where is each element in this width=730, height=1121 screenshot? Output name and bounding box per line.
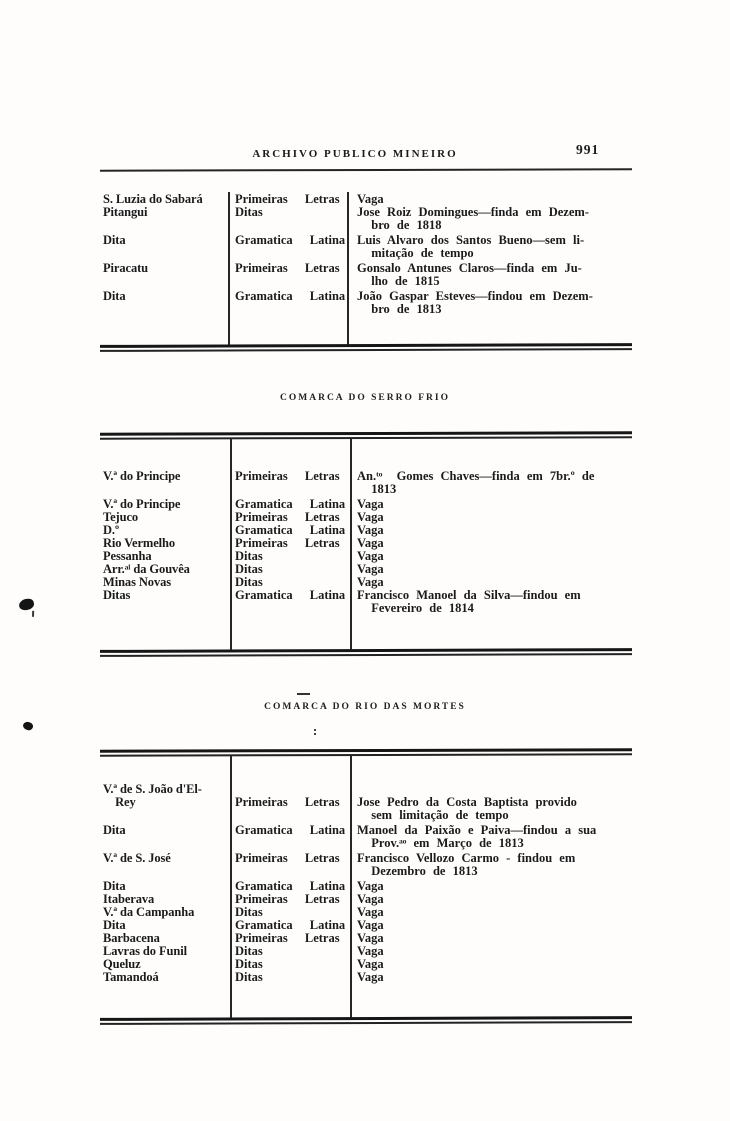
place-cell (100, 234, 231, 247)
subject-line: Ditas (235, 575, 263, 589)
place-line: Itaberava (103, 892, 155, 906)
subject-line: Gramatica Latina (235, 497, 346, 511)
table2-column-rule-1 (230, 439, 232, 650)
ink-blot (18, 598, 35, 612)
status-cell (352, 206, 632, 232)
status-line: Manoel da Paixão e Paiva—findou a sua (357, 823, 597, 837)
table2-column-rule-2 (350, 439, 352, 650)
status-line: mitação de tempo (357, 246, 474, 260)
place-cell (100, 290, 231, 303)
place-cell (100, 206, 231, 219)
place-cell (100, 589, 231, 602)
status-cell (352, 880, 632, 893)
place-line: Barbacena (103, 931, 160, 945)
table-row (100, 290, 632, 316)
section-title-rio-das-mortes: COMARCA DO RIO DAS MORTES (264, 702, 466, 712)
subject-cell (231, 783, 352, 809)
subject-cell (231, 206, 352, 219)
place-line: Queluz (103, 957, 141, 971)
table-rows (100, 193, 632, 316)
status-cell (352, 958, 632, 971)
status-cell (352, 290, 632, 316)
status-line: Vaga (357, 970, 384, 984)
subject-line: Ditas (235, 205, 263, 219)
status-line: bro de 1813 (357, 302, 442, 316)
status-line: Luis Alvaro dos Santos Bueno—sem li- (357, 233, 585, 247)
status-line: sem limitação de tempo (357, 808, 509, 822)
subject-cell (231, 589, 352, 602)
table-row (100, 971, 632, 984)
status-line: Dezembro de 1813 (357, 864, 478, 878)
page-header-title: ARCHIVO PUBLICO MINEIRO (252, 148, 458, 160)
table-rows (100, 470, 632, 615)
status-line: Vaga (357, 562, 384, 576)
status-cell (352, 550, 632, 563)
status-cell (352, 945, 632, 958)
subject-line: Ditas (235, 549, 263, 563)
subject-line: Gramatica Latina (235, 823, 346, 837)
table-comarca-sabara (100, 193, 632, 318)
status-cell (352, 893, 632, 906)
subject-cell (231, 262, 352, 275)
status-line: 1813 (357, 482, 397, 496)
subject-line: Primeiras Letras (235, 469, 340, 483)
subject-line: Ditas (235, 905, 263, 919)
status-cell (352, 524, 632, 537)
table-row (100, 589, 632, 615)
place-line: Pitangui (103, 205, 148, 219)
status-cell (352, 971, 632, 984)
status-cell (352, 262, 632, 288)
table-row (100, 470, 632, 496)
place-line: Dita (103, 918, 126, 932)
status-cell (352, 906, 632, 919)
subject-cell (231, 852, 352, 865)
status-line: Vaga (357, 892, 384, 906)
table-rows (100, 783, 632, 984)
status-line: An.ᵗᵒ Gomes Chaves—finda em 7br.º de (357, 469, 595, 483)
place-line: Ditas (103, 588, 131, 602)
table-comarca-rio-das-mortes (100, 783, 632, 984)
status-cell (352, 932, 632, 945)
place-line: V.ª de S. João d'El- (103, 782, 202, 796)
place-line: D.º (103, 523, 119, 537)
subject-cell (231, 234, 352, 247)
place-cell (100, 971, 231, 984)
status-line: Francisco Vellozo Carmo - findou em (357, 851, 576, 865)
status-cell (352, 470, 632, 496)
place-line: Tejuco (103, 510, 139, 524)
place-cell (100, 511, 231, 524)
status-cell (352, 824, 632, 850)
status-cell (352, 589, 632, 615)
place-line: Dita (103, 289, 126, 303)
status-line: Vaga (357, 497, 384, 511)
status-line: João Gaspar Esteves—findou em Dezem- (357, 289, 593, 303)
status-line: Jose Roiz Domingues—finda em Dezem- (357, 205, 589, 219)
status-line: lho de 1815 (357, 274, 440, 288)
status-cell (352, 537, 632, 550)
subject-line: Primeiras Letras (235, 795, 340, 809)
place-line: Rio Vermelho (103, 536, 176, 550)
status-line: Vaga (357, 510, 384, 524)
subject-line: Primeiras Letras (235, 931, 340, 945)
subject-cell (231, 824, 352, 837)
subject-line: Gramatica Latina (235, 918, 346, 932)
place-cell (100, 470, 231, 483)
print-artifact-dash (297, 693, 310, 695)
table2-bottom-rule (100, 648, 632, 657)
subject-line: Gramatica Latina (235, 588, 346, 602)
status-line: Vaga (357, 192, 384, 206)
subject-line: Gramatica Latina (235, 289, 346, 303)
status-line: bro de 1818 (357, 218, 442, 232)
table-row (100, 262, 632, 288)
status-cell (352, 852, 632, 878)
subject-line: Gramatica Latina (235, 879, 346, 893)
place-line: V.ª do Principe (103, 497, 181, 511)
status-cell (352, 498, 632, 511)
table3-top-rule (100, 748, 632, 756)
subject-line: Primeiras Letras (235, 261, 340, 275)
place-line: Tamandoá (103, 970, 159, 984)
table1-column-rule-1 (228, 192, 230, 345)
subject-line: Ditas (235, 970, 263, 984)
place-line: V.ª de S. José (103, 851, 171, 865)
place-cell (100, 262, 231, 275)
status-line: Vaga (357, 575, 384, 589)
status-line: Vaga (357, 536, 384, 550)
subject-line: Primeiras Letras (235, 510, 340, 524)
subject-cell (231, 470, 352, 483)
status-cell (352, 511, 632, 524)
status-line: Vaga (357, 918, 384, 932)
place-line: V.ª da Campanha (103, 905, 195, 919)
status-line: Jose Pedro da Costa Baptista provido (357, 795, 577, 809)
table-row (100, 206, 632, 232)
print-artifact-colon (314, 729, 316, 731)
status-cell (352, 563, 632, 576)
status-line: Vaga (357, 549, 384, 563)
table3-column-rule-2 (350, 756, 352, 1018)
place-line: Dita (103, 233, 126, 247)
table-row (100, 852, 632, 878)
table1-bottom-rule (100, 343, 632, 352)
table-comarca-serro-frio (100, 470, 632, 617)
subject-line: Primeiras Letras (235, 892, 340, 906)
place-line: Piracatu (103, 261, 149, 275)
table1-column-rule-2 (347, 192, 349, 345)
status-cell (352, 234, 632, 260)
status-cell (352, 919, 632, 932)
status-line: Gonsalo Antunes Claros—finda em Ju- (357, 261, 582, 275)
status-line: Prov.ᵃᵒ em Março de 1813 (357, 836, 524, 850)
table-row (100, 234, 632, 260)
status-line: Vaga (357, 523, 384, 537)
subject-line: Gramatica Latina (235, 523, 346, 537)
place-cell (100, 852, 231, 865)
place-line: Dita (103, 879, 126, 893)
subject-cell (231, 971, 352, 984)
table2-top-rule (100, 431, 632, 439)
place-line: Arr.ᵃˡ da Gouvêa (103, 562, 190, 576)
place-line: Lavras do Funil (103, 944, 187, 958)
page-number: 991 (576, 142, 600, 157)
header-rule (100, 168, 632, 171)
place-line: Dita (103, 823, 126, 837)
status-cell (352, 783, 632, 822)
place-line: Minas Novas (103, 575, 172, 589)
ink-blot (22, 721, 34, 732)
status-line: Vaga (357, 879, 384, 893)
subject-line: Primeiras Letras (235, 192, 340, 206)
status-line: Vaga (357, 957, 384, 971)
place-line: Rey (103, 795, 136, 809)
place-line: S. Luzia do Sabará (103, 192, 203, 206)
place-line: Pessanha (103, 549, 152, 563)
table3-column-rule-1 (230, 756, 232, 1018)
place-line: V.ª do Principe (103, 469, 181, 483)
status-line: Vaga (357, 905, 384, 919)
subject-line: Primeiras Letras (235, 536, 340, 550)
place-cell (100, 783, 231, 809)
status-line: Fevereiro de 1814 (357, 601, 474, 615)
subject-line: Ditas (235, 957, 263, 971)
table3-bottom-rule (100, 1016, 632, 1025)
table-row (100, 783, 632, 822)
subject-line: Gramatica Latina (235, 233, 346, 247)
subject-line: Primeiras Letras (235, 851, 340, 865)
status-line: Vaga (357, 931, 384, 945)
status-line: Vaga (357, 944, 384, 958)
subject-cell (231, 290, 352, 303)
subject-line: Ditas (235, 944, 263, 958)
place-cell (100, 824, 231, 837)
section-title-serro-frio: COMARCA DO SERRO FRIO (280, 393, 450, 403)
subject-line: Ditas (235, 562, 263, 576)
status-line: Francisco Manoel da Silva—findou em (357, 588, 581, 602)
table-row (100, 824, 632, 850)
